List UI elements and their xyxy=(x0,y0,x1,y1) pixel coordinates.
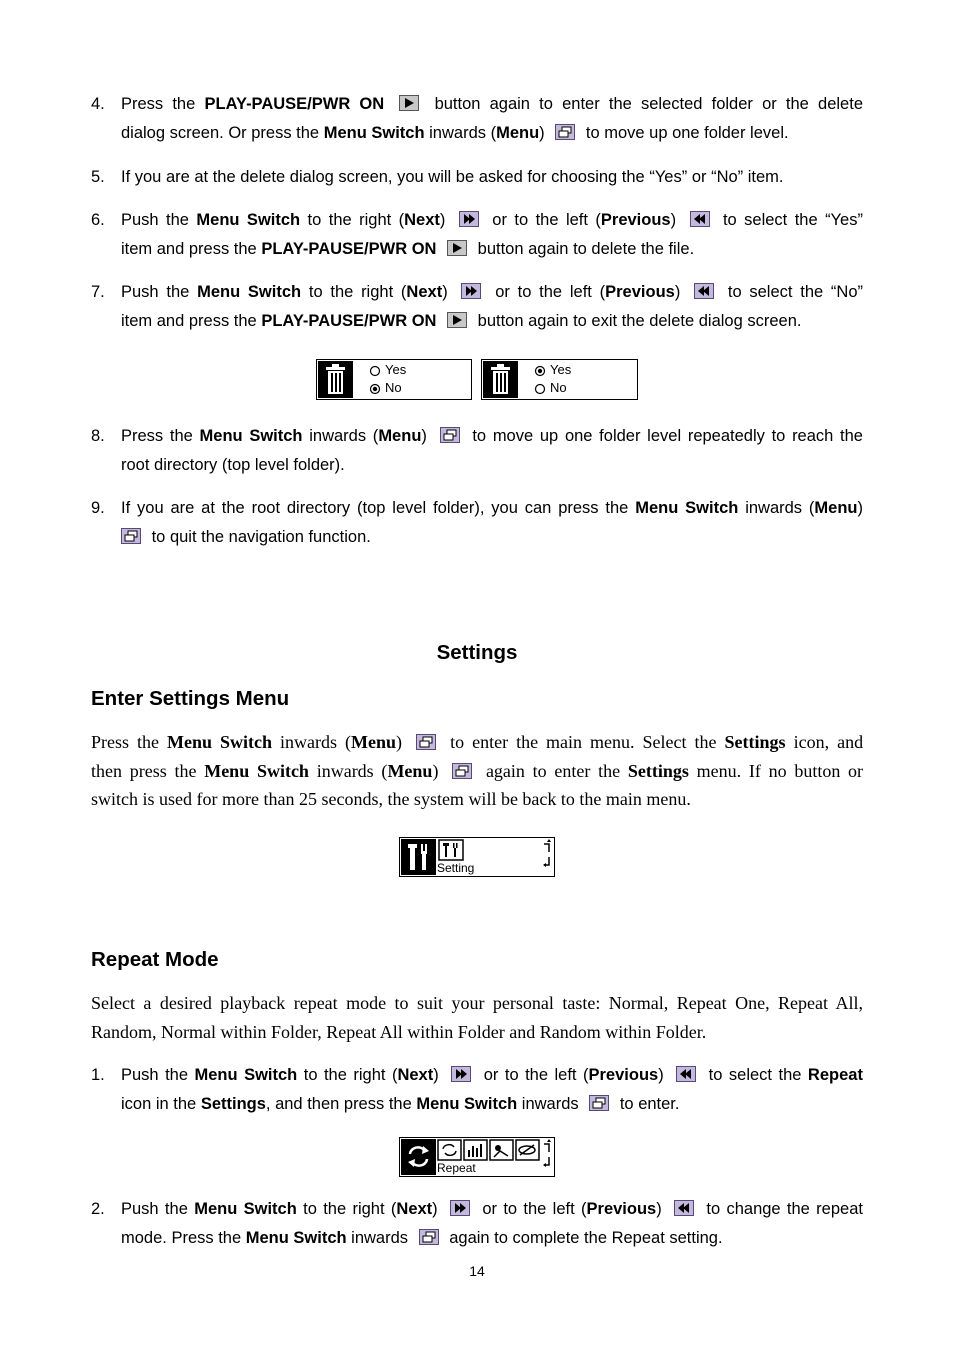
yes-option: Yes xyxy=(550,362,572,377)
text: root directory (top level folder). xyxy=(121,456,345,474)
control-name: Menu xyxy=(496,124,540,142)
menu-switch-icon xyxy=(440,427,460,443)
button-name: PLAY-PAUSE/PWR ON xyxy=(261,312,437,330)
play-icon xyxy=(399,95,419,111)
text: inwards ( xyxy=(429,124,497,142)
control-name: Menu Switch xyxy=(204,760,309,781)
next-icon xyxy=(450,1200,470,1216)
text: or to the left ( xyxy=(482,1200,587,1218)
text: to select the “No” xyxy=(727,283,864,301)
next-icon xyxy=(459,211,479,227)
control-name: Previous xyxy=(586,1200,657,1218)
text: menu. If no button or xyxy=(696,760,864,781)
text: dialog screen. Or press the xyxy=(121,124,320,142)
radio-no-unselected-icon xyxy=(534,383,546,395)
text: icon, and xyxy=(793,732,864,752)
radio-yes-unselected-icon xyxy=(369,365,381,377)
text: ) xyxy=(442,283,448,301)
play-icon xyxy=(447,240,467,256)
text: to select the “Yes” xyxy=(722,211,863,229)
item-number: 9. xyxy=(91,499,105,517)
item-number: 2. xyxy=(91,1200,105,1218)
control-name: Menu Switch xyxy=(194,1066,298,1084)
next-icon xyxy=(461,283,481,299)
menu-switch-icon xyxy=(121,528,141,544)
item-number: 7. xyxy=(91,283,105,301)
text: to enter. xyxy=(619,1095,680,1113)
text: to move up one folder level. xyxy=(585,124,789,142)
text: to enter the main menu. Select the xyxy=(450,732,717,752)
control-name: Previous xyxy=(605,283,675,301)
menu-switch-icon xyxy=(555,124,575,140)
control-name: Menu Switch xyxy=(245,1229,347,1247)
menu-name: Settings xyxy=(200,1095,266,1113)
repeat-step-1 xyxy=(91,1061,863,1119)
item-number: 6. xyxy=(91,211,105,229)
text: Push the xyxy=(121,1066,189,1084)
text: to change the repeat xyxy=(706,1200,863,1218)
text: then press the xyxy=(91,760,197,781)
text: inwards ( xyxy=(280,732,352,752)
list-item-7 xyxy=(91,278,863,336)
menu-switch-icon xyxy=(416,734,436,750)
screen-label: Setting xyxy=(437,861,475,875)
menu-name: Settings xyxy=(627,760,689,781)
list-item-6 xyxy=(91,206,863,264)
text: icon in the xyxy=(121,1095,197,1113)
text: to the right ( xyxy=(303,1200,397,1218)
text: ) xyxy=(539,124,545,142)
radio-no-selected-icon xyxy=(369,383,381,395)
subsection-heading: Enter Settings Menu xyxy=(91,687,290,710)
text: or to the left ( xyxy=(483,1066,589,1084)
text: mode. Press the xyxy=(121,1229,242,1247)
control-name: Previous xyxy=(600,211,671,229)
text: ) xyxy=(439,211,446,229)
page-number: 14 xyxy=(469,1263,485,1279)
yes-option: Yes xyxy=(385,362,407,377)
list-item-5 xyxy=(91,163,863,192)
control-name: Menu Switch xyxy=(194,1200,297,1218)
control-name: Menu Switch xyxy=(167,732,273,752)
text: Press the xyxy=(121,427,193,445)
text: to select the xyxy=(708,1066,802,1084)
section-title: Settings xyxy=(436,641,518,664)
text: inwards xyxy=(351,1229,409,1247)
control-name: Next xyxy=(397,1066,434,1084)
settings-paragraph xyxy=(91,728,863,814)
text: , and then press the xyxy=(265,1095,412,1113)
list-item-4 xyxy=(91,90,863,148)
item-number: 1. xyxy=(91,1066,105,1084)
text: Press the xyxy=(91,732,159,752)
text: button again to delete the file. xyxy=(477,240,695,258)
button-name: PLAY-PAUSE/PWR ON xyxy=(261,240,437,258)
repeat-step-2 xyxy=(91,1195,863,1253)
text: button again to exit the delete dialog screen. xyxy=(477,312,802,330)
settings-tools-icon xyxy=(400,838,554,876)
text: ) xyxy=(433,1066,439,1084)
text: to the right ( xyxy=(307,211,405,229)
text: Press the xyxy=(121,95,196,113)
control-name: Menu xyxy=(378,427,422,445)
text: ) xyxy=(396,732,403,752)
control-name: Menu xyxy=(814,499,858,517)
button-name: PLAY-PAUSE/PWR ON xyxy=(204,95,385,113)
repeat-paragraph xyxy=(91,989,863,1046)
text: button again to enter the selected folder or the delete xyxy=(434,95,863,113)
text: item and press the xyxy=(121,240,257,258)
delete-dialog-screen-yes xyxy=(481,359,638,400)
control-name: Menu Switch xyxy=(199,427,303,445)
text: Push the xyxy=(121,211,189,229)
list-item-8 xyxy=(91,422,863,480)
control-name: Menu Switch xyxy=(323,124,425,142)
settings-menu-screen xyxy=(399,837,555,877)
text: ) xyxy=(857,499,863,517)
text: to quit the navigation function. xyxy=(151,528,371,546)
no-option: No xyxy=(385,380,402,395)
menu-switch-icon xyxy=(589,1095,609,1111)
control-name: Menu xyxy=(387,760,433,781)
radio-yes-selected-icon xyxy=(534,365,546,377)
text: again to complete the Repeat setting. xyxy=(449,1229,723,1247)
text: If you are at the delete dialog screen, you will be asked for choosing the “Yes” or “No” item. xyxy=(121,168,784,186)
play-icon xyxy=(447,312,467,328)
menu-name: Repeat xyxy=(807,1066,863,1084)
control-name: Next xyxy=(404,211,440,229)
text: ) xyxy=(674,283,681,301)
screen-label: Repeat xyxy=(437,1161,476,1175)
control-name: Menu Switch xyxy=(635,499,739,517)
text: to move up one folder level repeatedly to reach the xyxy=(472,427,863,445)
previous-icon xyxy=(694,283,714,299)
text: inwards ( xyxy=(309,427,379,445)
list-item-9 xyxy=(91,494,863,552)
text: inwards ( xyxy=(745,499,815,517)
menu-name: Settings xyxy=(724,732,786,752)
item-number: 5. xyxy=(91,168,105,186)
text: Push the xyxy=(121,1200,188,1218)
text: ) xyxy=(432,760,439,781)
menu-switch-icon xyxy=(452,763,472,779)
previous-icon xyxy=(674,1200,694,1216)
text: again to enter the xyxy=(485,760,621,781)
text: ) xyxy=(656,1200,662,1218)
text: Select a desired playback repeat mode to suit your personal taste: Normal, Repeat One, Repeat All, xyxy=(91,993,863,1013)
text: inwards ( xyxy=(316,760,388,781)
text: ) xyxy=(432,1200,438,1218)
control-name: Next xyxy=(406,283,443,301)
item-number: 4. xyxy=(91,95,105,113)
menu-switch-icon xyxy=(419,1229,439,1245)
repeat-icon xyxy=(400,1138,554,1176)
control-name: Previous xyxy=(588,1066,659,1084)
previous-icon xyxy=(690,211,710,227)
text: item and press the xyxy=(121,312,257,330)
text: ) xyxy=(670,211,677,229)
repeat-menu-screen xyxy=(399,1137,555,1177)
text: to the right ( xyxy=(303,1066,398,1084)
subsection-heading: Repeat Mode xyxy=(91,948,219,971)
item-number: 8. xyxy=(91,427,105,445)
text: switch is used for more than 25 seconds, the system will be back to the main menu. xyxy=(91,789,691,809)
text: to the right ( xyxy=(308,283,407,301)
next-icon xyxy=(451,1066,471,1082)
delete-dialog-screen-no xyxy=(316,359,472,400)
text: Random, Normal within Folder, Repeat All within Folder and Random within Folder. xyxy=(91,1021,707,1042)
text: inwards xyxy=(521,1095,579,1113)
text: or to the left ( xyxy=(495,283,606,301)
text: If you are at the root directory (top level folder), you can press the xyxy=(121,499,629,517)
control-name: Menu Switch xyxy=(197,283,302,301)
previous-icon xyxy=(676,1066,696,1082)
control-name: Menu Switch xyxy=(416,1095,518,1113)
text: or to the left ( xyxy=(492,211,601,229)
control-name: Next xyxy=(396,1200,433,1218)
text: ) xyxy=(421,427,427,445)
text: Push the xyxy=(121,283,190,301)
control-name: Menu xyxy=(351,732,397,752)
text: ) xyxy=(658,1066,664,1084)
control-name: Menu Switch xyxy=(196,211,301,229)
no-option: No xyxy=(550,380,567,395)
